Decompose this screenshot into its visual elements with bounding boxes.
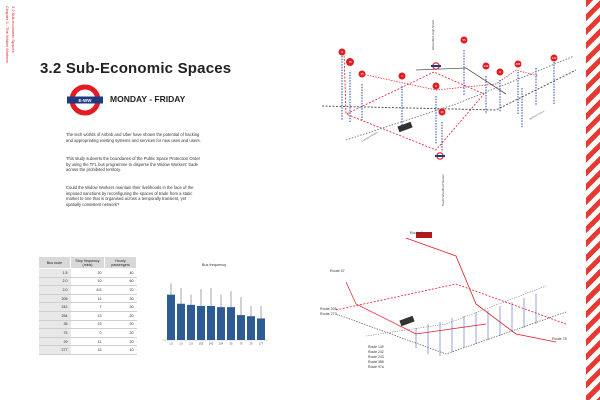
route-list-item: Route 388 (368, 360, 384, 364)
route-label: Route 78 (552, 337, 567, 341)
x-tick-label: 2.0 (179, 342, 183, 346)
station-label: South Woodford Station (441, 174, 445, 206)
chart-bar (257, 318, 265, 340)
table-cell: 2.0 (39, 286, 71, 295)
table-header: Hourly passengers (105, 257, 137, 269)
x-tick-label: 35 (229, 342, 233, 346)
stop-marker: 242 (483, 64, 489, 68)
stop-marker: 6 (435, 84, 437, 88)
table-row (39, 269, 137, 278)
table-row (39, 311, 137, 320)
table-cell: 2.0 (39, 277, 71, 286)
station-label: Liverpool Street (361, 131, 379, 143)
chapter-label: Chapter 3 - The Widow Workers (5, 6, 10, 63)
route-label: Route 47 (330, 269, 345, 273)
table-cell: 70 (105, 286, 137, 295)
chart-bar (167, 295, 175, 340)
chart-bar (197, 306, 205, 340)
chart-bar (237, 315, 245, 340)
table-cell: 7 (71, 303, 105, 312)
station-roundel-icon (431, 63, 441, 69)
x-tick-label: 29 (249, 342, 253, 346)
route-list-item: Route 97a (368, 365, 384, 369)
station-label: Bethnal Green (529, 109, 545, 121)
intro-paragraph: The tech worlds of Airbnb and Uber have shown the potential of hacking and appropriating existing systems and services for new uses and users. (66, 132, 201, 143)
table-cell: 277 (39, 346, 71, 355)
table-header: Bus route (39, 257, 71, 269)
table-cell: 20 (105, 320, 137, 329)
method-paragraph: This study subverts the boundaries of the Public Space Protection Order by using the TFL bus programme to disperse the Widow Workers' trade across the prohibited territory. (66, 156, 201, 173)
station-roundel-icon (435, 153, 445, 159)
bus-route (346, 282, 486, 334)
table-cell: 11 (71, 294, 105, 303)
bus-data-table (38, 256, 137, 355)
schedule-label: MONDAY - FRIDAY (110, 94, 186, 104)
chart-bar (187, 305, 195, 340)
route-list-item: Route 243 (368, 355, 384, 359)
route-label: Route 277 (320, 312, 337, 316)
table-cell: 20 (105, 329, 137, 338)
page-title: 3.2 Sub-Economic Spaces (40, 60, 232, 77)
table-cell: 20 (105, 311, 137, 320)
table-cell: 30 (105, 303, 137, 312)
route-list-item: Route 149 (368, 345, 384, 349)
route-label: Route 205 (320, 307, 337, 311)
stop-marker: 388 (515, 62, 521, 66)
bus-route (336, 284, 566, 324)
route-list-item: Route 242 (368, 350, 384, 354)
x-tick-label: 75 (239, 342, 243, 346)
table-cell: 15 (71, 346, 105, 355)
stop-marker: 35 (360, 72, 364, 76)
x-tick-label: 254 (218, 342, 224, 346)
table-row (39, 277, 137, 286)
table-row (39, 286, 137, 295)
table-cell: 20 (71, 269, 105, 278)
table-cell: 29 (39, 337, 71, 346)
table-row (39, 329, 137, 338)
table-cell: 40 (105, 269, 137, 278)
bar-chart (156, 256, 272, 348)
table-cell: 23 (71, 320, 105, 329)
stop-marker: 55 (462, 38, 466, 42)
table-header: Stop frequency (mins) (71, 257, 105, 269)
table-cell: 1.5 (39, 269, 71, 278)
stop-marker: 149 (551, 56, 557, 60)
table-cell: 11 (71, 337, 105, 346)
decorative-stripe (586, 0, 600, 400)
table-cell: 254 (39, 311, 71, 320)
table-row (39, 294, 137, 303)
bus-icon (397, 122, 412, 132)
rail-line (416, 68, 506, 94)
x-tick-label: 242 (208, 342, 214, 346)
table-cell: 60 (105, 277, 137, 286)
roundel-icon (64, 84, 106, 116)
stop-marker: 8 (341, 50, 343, 54)
table-cell: 205 (39, 294, 71, 303)
bus-route (362, 70, 538, 90)
chart-bar (177, 304, 185, 340)
stop-marker: 78 (348, 60, 352, 64)
table-row (39, 337, 137, 346)
table-cell: 8.5 (71, 286, 105, 295)
table-cell: 30 (105, 294, 137, 303)
bottom-route-map (316, 224, 582, 382)
chart-bar (227, 307, 235, 340)
top-route-map (316, 10, 582, 210)
table-cell: 10 (71, 277, 105, 286)
chapter-caption (2, 6, 24, 126)
table-cell: 10 (105, 346, 137, 355)
chart-bar (217, 307, 225, 340)
chart-bar (247, 316, 255, 340)
x-tick-label: 2.0 (189, 342, 193, 346)
table-cell: 242 (39, 303, 71, 312)
x-tick-label: 205 (198, 342, 204, 346)
stop-marker: 26 (440, 110, 444, 114)
table-cell: 0 (71, 329, 105, 338)
table-cell: 13 (71, 311, 105, 320)
table-row (39, 346, 137, 355)
question-paragraph: Could the Widow Workers maintain their livelihoods in the face of the imposed sanctions by reconfiguring the spaces of trade from a static market to one that is organised across a temporally transient, yet spatially consistent network? (66, 185, 194, 207)
table-cell: 20 (105, 337, 137, 346)
table-row (39, 320, 137, 329)
chart-bar (207, 306, 215, 340)
roundel-text: E-WW (78, 98, 92, 104)
table-cell: 75 (39, 329, 71, 338)
route-label: Route 8 (410, 231, 423, 235)
table-row (39, 303, 137, 312)
x-tick-label: 277 (258, 342, 264, 346)
station-label: Shoreditch High Street (431, 19, 435, 50)
chart-title: Bus frequency (201, 263, 227, 267)
stop-marker: 8 (499, 70, 501, 74)
section-label: 3.2 Sub-economic Spaces (11, 6, 16, 53)
x-tick-label: 1.5 (169, 342, 173, 346)
stop-marker: 1 (401, 74, 403, 78)
bus-icon (399, 316, 414, 326)
table-cell: 35 (39, 320, 71, 329)
